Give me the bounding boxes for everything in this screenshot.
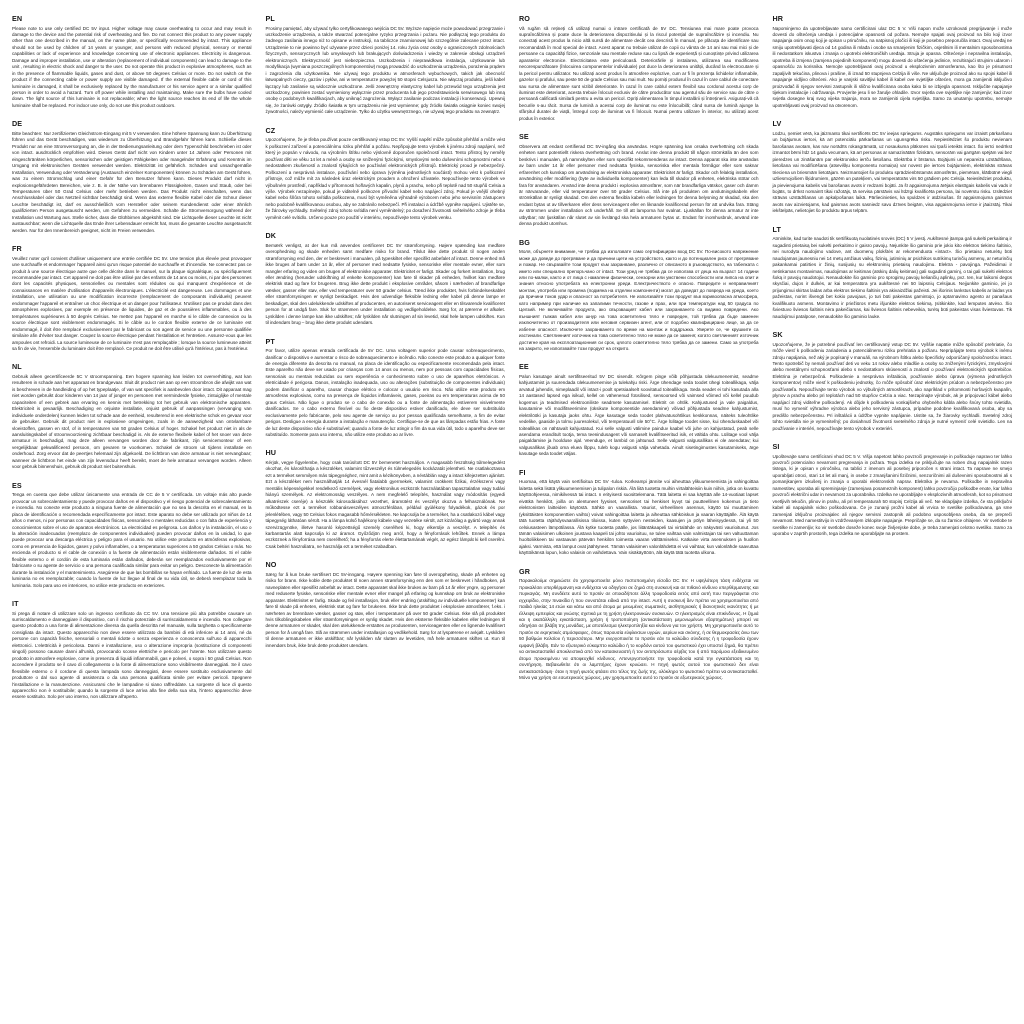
lang-body-es: Tenga en cuenta que debe utilizar únicamente una entrada de CC de 5 V certificada. Un voltaje más alto puede provocar un sobrecalentamiento y puede provocar daños en el dispositivo y el riesgo potencial de sobrecalentamiento e incendio. No conecte este producto a ninguna fuente de alimentación que no sea la descrita en el manual, en la placa de identificación o recomendada específicamente por intact. Este aparato no debe ser utilizado por niños de 14 años o menos, ni por personas con capacidades físicas, sensoriales o mentales reducidas o con falta de experiencia y conocimientos sobre el uso de aparatos electrónicos. La electricidad es peligrosa. Los daños y la instalación, el uso o la alteración inadecuados (reemplazo de componentes individuales) pueden provocar daños en la unidad, lo que puede provocar una descarga eléctrica y peligro para el usuario. No utilice este producto en atmósferas explosivas, como en presencia de líquidos, gases y polvo inflamables, o a temperaturas superiores a 50 grados Celsius o más. No encienda el producto si el cable de conexión o la fuente de alimentación están visiblemente dañados. Si el cable flexible externo o el cordón de esta luminaria están dañados, deberán ser reemplazados exclusivamente por el fabricante o su agente de servicio o una persona cualificada similar para evitar un peligro. Desconecte la alimentación durante la instalación y el mantenimiento. Asegúrese de que las bombillas se hayan enfriado. La fuente de luz de esta luminaria no es reemplazable; cuando la fuente de luz llegue al final de su vida útil, se deberá reemplazar toda la luminaria. Solo para uso en interiores, no utilice este producto en exteriores. <box>12 492 252 588</box>
lang-body-cz: Upozorňujeme, že je třeba používat pouze certifikovaný vstup DC 5V. Vyšší napětí může způsobit přehřátí a může vést k poškození zařízení a potenciálnímu riziku přehřátí a požáru. Nepřipojujte tento výrobek k jinému zdroji napájení, než který je popsán v návodu, na výrobním štítku nebo výslovně doporučen společností intact. Tento přístroj by neměly používat děti ve věku 14 let a méně a osoby se sníženými fyzickými, smyslovými nebo duševními schopnostmi nebo s nedostatkem zkušeností a znalostí týkajících se používání elektronických přístrojů. Elektrický proud je nebezpečný. Poškození a nesprávná instalace, používání nebo úprava (výměna jednotlivých součástí) mohou vést k poškození přístroje, což může mít za následek úraz elektrickým proudem a ohrožení uživatele. Nepoužívejte tento výrobek ve výbušném prostředí, například v přítomnosti hořlavých kapalin, plynů a prachu, nebo při teplotě nad 50 stupňů Celsia a výše. Výrobek nezapínejte, pokud je viditelně poškozen přívodní kabel nebo napájecí zdroj. Pokud je vnější ohebný kabel nebo šňůra tohoto svítidla poškozena, musí být vyměněna výhradně výrobcem nebo jeho servisním zástupcem nebo podobně kvalifikovanou osobou, aby se zabránilo nebezpečí. Při instalaci a údržbě vypněte napájení. Ujistěte se, že žárovky vychladly. Světelný zdroj tohoto svítidla není vyměnitelný; po dosažení životnosti světelného zdroje je třeba vyměnit celé svítidlo. Určeno pouze pro použití v interiéru, nepoužívejte tento výrobek venku. <box>265 137 505 220</box>
lang-heading-it: IT <box>12 599 19 609</box>
section-si <box>773 442 1013 537</box>
lang-heading-sk: SK <box>772 330 783 340</box>
section-en <box>12 14 252 109</box>
lang-heading-pt: PT <box>265 336 275 346</box>
lang-body-no: Særg for å kun bruke sertifisert DC 5V-inngang. Høyere spenning kan føre til overoppheting, skade på enheten og risiko for brann. Ikke koble dette produktet til noen annen strømforsyning enn den som er beskrevet i håndboken, på navneplaten eller spesifikt anbefalt av intact. Dette apparatet skal ikke brukes av barn på 14 år eller yngre, og personer med reduserte fysiske, sensoriske eller mentale evner eller mangel på erfaring og kunnskap om bruk av elektroniske apparater. Elektrisitet er farlig. Skade og feil installasjon, bruk eller endring (utskifting av individuelle komponenter) kan føre til skade på enheten, elektrisk støt og fare for brukeren. Ikke bruk dette produktet i eksplosive atmosfærer, f.eks. i nærheten av brennbare væsker, gasser og støv, eller i temperaturer på over 50 grader Celsius. Ikke slå på produktet hvis tilkoblingskabelen eller strømforsyningen er synlig skadet. Hvis den eksterne fleksible kabelen eller ledningen til denne armaturen er skadet, skal den utelukkende erstattes av produsenten, serviceagenten eller en lignende kvalifisert person for å unngå fare. Slå av strømmen under installasjon og vedlikehold. Sørg for at lyspærene er avkjølt. Lyskilden til denne armaturen er ikke utskiftbar; når lyskilden når slutten av levetiden, må hele armaturen skiftes ut. Kun til innendørs bruk, ikke bruk dette produktet utendørs. <box>265 571 505 648</box>
lang-body-fi: Huomaa, että käytä vain sertifioitua DC 5V -tuloa. Korkeampi jännite voi aiheuttaa ylikuumenemista ja vahingoittaa laitetta sekä lisätä ylikuumenemisen ja tulipalon riskiä. Älä liitä tuotetta muihin virtalähteisiin kuin niihin, jotka on kuvattu käyttöohjeessa, nimikilvessä tai intact. n erityisesti suosittelemana. Tätä laitetta ei saa käyttää alle 14-vuotiaat lapset eivätkä henkilöt, joilla on alentuneet fyysiset, sensoriset tai henkiset kyvyt tai puutteellinen kokemus ja tieto elektronisten laitteiden käytöstä. Sähkö on vaarallista. Vauriot, virheellinen asennus, käyttö tai muuttaminen (yksittäisten komponenttien vaihto) voivat vahingoittaa laitetta ja aiheuttaa sähköiskun ja vaaran käyttäjälle. Älä käytä tätä tuotetta räjähdysvaarallisissa tiloissa, kuten syttyvien nesteiden, kaasujen ja pölyn läheisyydessä, tai yli 50 celsiusasteen lämpötilassa. Älä kytke tuotetta päälle, jos liitäntäkaapeli tai virtalähde on näkyvästi vaurioitunut. Jos tämän valaisimen ulkoinen joustava kaapeli tai johto vaurioituu, se tulee vaihtaa vain valmistajan tai sen valtuuttaman huoltoliikkeen tai vastaavan pätevän henkilön toimesta vaaran välttämiseksi. Katkaise virta asennuksen ja huollon ajaksi. Varmista, että lamput ovat jäähtyneet. Tämän valaisimen valonlähdettä ei voi vaihtaa; kun valonlähde saavuttaa käyttöikänsä lopun, koko valaisin on vaihdettava. Vain sisäkäyttöön, älä käytä tätä tuotetta ulkona. <box>519 479 759 556</box>
lang-heading-fr: FR <box>12 244 22 254</box>
section-se <box>519 132 759 227</box>
lang-body-se: Observera att endast certifierad DC 5V-ingång ska användas. Högre spänning kan orsaka överhettning och skada enheten samt potentiellt riskera överhettning och brand. Anslut inte denna produkt till någon strömkälla än den som beskrivs i manualen, på namnskylten eller som specifikt rekommenderas av intact. Denna apparat ska inte användas av barn under 14 år eller personer med nedsatta fysiska, sensoriska eller mentala förmågor eller som saknar erfarenhet och kunskap om användning av elektroniska apparater. Elektricitet är farligt. Skador och felaktig installation, användning eller modifiering (byte av individuella komponenter) kan leda till skador på enheten, elektriska stötar och fara för användaren. Använd inte denna produkt i explosiva atmosfärer, som när brandfarliga vätskor, gaser och damm är närvarande, eller vid temperaturer över 50 grader Celsius. Slå inte på produkten om anslutningskabeln eller strömkällan är synligt skadad. Om den externa flexibla kabeln eller ledningen för denna belysning är skadad, ska den endast bytas ut av tillverkaren eller dess serviceagent eller en liknande kvalificerad person för att undvika fara. Stäng av strömmen under installation och underhåll. Se till att lamporna har svalnat. Ljuskällan för denna armatur är inte utbytbar; när ljuskällan når slutet av sin livslängd ska hela armaturen bytas ut. Endast för inomhusbruk, använd inte denna produkt utomhus. <box>519 143 759 227</box>
section-hu <box>266 448 506 550</box>
lang-body-de: Bitte beachten: Nur zertifizierten Gleichstrom-Eingang mit 5 V verwenden. Eine höhere Spannung kann zu Überhitzung führen und das Gerät beschädigen, was wiederum zu Überhitzung und Brandgefahr führen kann. Schließe dieses Produkt nur an eine Stromversorgung an, die in der Bedienungsanleitung oder dem Typenschild beschrieben ist oder von intact. ausdrücklich empfohlen wird. Dieses Gerät darf nicht von Kindern unter 14 Jahren oder Personen mit eingeschränkten körperlichen, sensorischen oder geistigen Fähigkeiten oder mangelnder Erfahrung und Kenntnis im Umgang mit elektronischen Geräten verwendet werden. Elektrizität ist gefährlich. Schäden und unsachgemäße Installation, Verwendung oder Veränderung (Austausch einzelner Komponenten) können zu Schäden am Gerät führen, was zu einem Stromschlag und einer Gefahr für den Benutzer führen kann. Dieses Produkt darf nicht in explosionsgefährdeten Bereichen, wie z. B. in der Nähe von brennbaren Flüssigkeiten, Gasen und Staub, oder bei Temperaturen über 50 Grad Celsius oder mehr betrieben werden. Das Produkt nicht einschalten, wenn das Anschlusskabel oder das Netzteil sichtbar beschädigt sind. Wenn das externe flexible Kabel oder die Schnur dieser Leuchte beschädigt ist, darf es ausschließlich vom Hersteller oder seinem Kundendienst oder einer ähnlich qualifizierten Person ausgetauscht werden, um Gefahren zu vermeiden. Schalte die Stromversorgung während der Installation und Wartung aus. Stelle sicher, dass die Glühbirnen abgekühlt sind. Die Lichtquelle dieser Leuchte ist nicht austauschbar; wenn die Lichtquelle das Ende ihrer Lebensdauer erreicht hat, muss die gesamte Leuchte ausgetauscht werden. Nur für den Innenbereich geeignet, nicht im Freien verwenden. <box>12 130 252 233</box>
lang-heading-dk: DK <box>265 231 277 241</box>
section-pl <box>266 14 506 116</box>
section-fr <box>12 244 252 352</box>
section-pt <box>266 337 506 439</box>
lang-body-dk: Bemærk venligst, at der kun må anvendes certificeret DC 5V strømforsyning. Højere spænding kan medføre overophedning og skade enheden samt medføre risiko for brand. Tilslut ikke dette produkt til nogen anden strømforsyning end den, der er beskrevet i manualen, på typeskiltet eller specifikt anbefalet af intact. Denne enhed må ikke bruges af børn under 14 år, eller af personer med nedsatte fysiske, sensoriske eller mentale evner, eller som mangler erfaring og viden om brugen af elektroniske apparater. Elektricitet er farligt. Skader og forkert installation, brug eller ændring (herunder udskiftning af enkelte komponenter) kan føre til skader på enheden, hvilket kan medføre elektrisk stød og fare for brugeren. Brug ikke dette produkt i eksplosive områder, såsom i nærheden af brandfarlige væsker, gasser eller støv, eller ved temperaturer over 50 grader celsius. Tænd ikke produktet, hvis forbindelseskablet eller strømforsyningen er synligt beskadiget. Hvis den udvendige fleksible ledning eller kabel på denne lampe er beskadiget, skal den udelukkende udskiftes af producenten, en autoriseret serviceagent eller en tilsvarende kvalificeret person for at undgå fare. Sluk for strømmen under installation og vedligeholdelse. Sørg for, at pærerne er afkølet. Lyskilden i denne lampe kan ikke udskiftes; når lyskilden når slutningen af sin levetid, skal hele lampen udskiftes. Kun til indendørs brug – brug ikke dette produkt udendørs. <box>265 242 505 326</box>
lang-body-hu: Kérjük, vegye figyelembe, hogy csak tanúsított DC 5V bemenetet használjon. A magasabb feszültség túlmelegedést okozhat, és károsíthatja a készüléket, valamint tűzveszélyt és túlmelegedés kockázatát jelentheti. Ne csatlakoztassa ezt a terméket semmilyen más tápegységhez, mint amit a kézikönyvben, a névtáblán vagy a intact kifejezetten ajánlott. Ezt a készüléket nem használhatják 14 évesnél fiatalabb gyermekek, valamint csökkent fizikai, érzékszervi vagy mentális képességekkel rendelkező személyek, vagy elektronikus eszközök használatában tapasztalatlan vagy tudási hiányú személyek. Az elektromosság veszélyes. A nem megfelelő telepítés, használat vagy módosítás (egyedi alkatrészek cseréje) a készülék károsodásához vezethet, áramütést és veszélyt okozva a felhasználónak. Ne működtesse ezt a terméket robbanásveszélyes atmoszférában, például gyúlékony folyadékok, gázok és por jelenlétében, vagy 50 Celsius fokos magasabb hőmérsékleten. Ne kapcsolja be a terméket, ha a csatlakozó kábel vagy tápegység láthatóan sérült. Ha a lámpa külső hajlékony kábele vagy vezetéke sérült, azt kizárólag a gyártó vagy annak szervizügynöke, illetve hasonló képzettségű személy cserélheti ki, hogy elkerülje a veszélyt. A telepítés és karbantartás alatt kapcsolja ki az áramot. Győződjön meg arról, hogy a fényforrások lehűltek. Ennek a lámpa eszköznek a fényforrása nem cserélhető; ha a fényforrás elerte élettartamának végét, az egész lámpát ki kell cserélni. Csak beltéri használatra, ne használja ezt a terméket szabadban. <box>265 459 505 549</box>
lang-heading-no: NO <box>265 560 277 570</box>
section-hr <box>773 14 1013 109</box>
section-fi <box>519 468 759 557</box>
lang-heading-hr: HR <box>772 14 784 23</box>
column-2 <box>266 14 506 1016</box>
lang-body-en: Please note to use only certified DC 5V input. Higher voltage may cause overheating to occur and may result in damage to the device and the potential risk of overheating and fire. Do not connect this product to any power supply other than one described in the manual, on the name plate, or specifically recommended by intact. This appliance should not be used by children of 14 years or younger, and persons with reduced physical, sensory or mental capabilities or lack of experience and knowledge concerning use of electronic appliances. Electricity is dangerous. Damage and improper installation, use or alteration (replacement of individual components) can lead to damage to the unit , resulting in electric shock and danger to the user. Do not operate this product in explosive atmospheres, such as in the presence of flammable liquids, gases and dust, or above 50 degrees Celsius or more. Do not switch on the product if the connecting cable or power supply are visible damaged. If the external flexible cable or cord of this luminaire is damaged, it shall be exclusively replaced by the manufacturer or his service agent or a similar qualified person in order to avoid a hazard. Turn off power while installing and maintaining. Make sure the bulbs have cooled down. The light source of this luminaire is not replaceable; when the light source reaches its end of life the whole luminaire shall be replaced. For indoor use only, do not use this product outdoors. <box>12 25 252 108</box>
lang-body-bg: Моля, обърнете внимание, че трябва да използвате само сертифициран вход DC 5V. По-високото напрежение може да доведе до прегряване и да причини щети на устройството, както и до потенциален риск от прегряване и пожар. Не свързвайте този продукт към захранване, различно от описаното в ръководството, на табелката с името или специално препоръчано от intact. Този уред не трябва да се използва от деца на възраст 14 години или по-малки, както и от лица с намалени физически, сензорни или умствени способности или липса на опит и знания относно употребата на електронни уреди. Електричеството е опасно. Повредите и неправилният монтаж, употреба или промяна (подмяна на отделни компоненти) могат да доведат до повреда на уреда, което да причини токов удар и опасност за потребителя. Не използвайте този продукт във взривоопасна атмосфера, като например при наличие на запалими течности, газове и прах, или при температури над 50 градуса по Целзий. Не включвайте продукта, ако свързващият кабел или захранването са видимо повредени. Ако външният гъвкав кабел или шнур на това осветително тяло е повреден, той трябва да бъде заменен изключително от производителя или неговия сервизен агент, или от подобно квалифицирано лице, за да се избегне опасност. Изключете захранването по време на монтаж и поддръжка. Уверете се, че крушките са изстинали. Светлинният източник на това осветително тяло не може да се заменя; когато светлинният източник достигне края на експлоатационния си срок, цялото осветително тяло трябва да се замени. Само за употреба на закрито, не използвайте този продукт на открито. <box>519 249 759 351</box>
section-de <box>12 119 252 234</box>
lang-body-sk: Upozorňujeme, že je potrebné používať len certifikovaný vstup DC 5V. Vyššie napätie môže spôsobiť prehriatie, čo môže viesť k poškodeniu zariadenia a potenciálnemu riziku prehriatia a požiaru. Nepripájajte tento výrobok k inému zdroju napájania, než aký je popísaný v manuáli, na výrobnom štítku alebo špecificky odporúčaný spoločnosťou intact. Tento spotrebič by nemali používať deti vo veku 14 rokov alebo mladšie a osoby so zníženými fyzickými, zmyslovými alebo mentálnymi schopnosťami alebo s nedostatkom skúseností a znalostí o používaní elektronických spotrebičov. Elektrina je nebezpečná. Poškodenie a nesprávna inštalácia, používanie alebo úprava (výmena jednotlivých komponentov) môže viesť k poškodeniu jednotky, čo môže spôsobiť úraz elektrickým prúdom a nebezpečenstvo pre používateľa. Nepoužívajte tento výrobok vo výbušných atmosférach, ako napríklad v prítomnosti horľavých kvapalín, plynov a prachu alebo pri teplotách nad 50 stupňov Celzia a viac. Nezapínajte výrobok, ak je pripojovací kábel alebo napájací zdroj viditeľne poškodený. Ak dôjde k poškodeniu vonkajšieho ohybného kábla alebo šnúry tohto svietidla, musí ho vymeniť výhradne výrobca alebo jeho servisný zástupca, prípadne podobne kvalifikovaná osoba, aby sa predišlo nebezpečenstvu. Pri inštalácii a údržbe vypnite napájanie. Uistite sa, že žiarovky vychladli. Svetelný zdroj tohto svietidla nie je vymeniteľný; po dosiahnutí životnosti svetelného zdroja je nutné vymeniť celé svietidlo. Len na používanie v interiéri, nepoužívajte tento výrobok v exteriéri. <box>772 341 1012 431</box>
section-no <box>266 560 506 649</box>
lang-heading-gr: GR <box>519 566 530 576</box>
lang-body-ee: Palun kasutage ainult sertifitseeritud 5V DC sisendit. Kõrgem pinge võib põhjustada ülekuumenemist, seadme kahjustamist ja suurendada ülekuumenemise ja tulekahju riski. Ärge ühendage seda toodet ühegi toiteallikaga, välja arvatud juhendis, nimeplaadil või intact-i poolt spetsiaalselt soovitatud toiteallikaga. Seda seadet ei tohi kasutada alla 14 aastased lapsed ega isikud, kellel on vähenenud füüsilised, sensoorsed või vaimsed võimed või kellel puudub kogemus ja teadmised elektrooniliste seadmete kasutamisel. Elektrit on ohtlik. Kahjustused ja vale paigaldus, kasutamine või modifitseerimine (üksikute komponentide asendamine) võivad põhjustada seadme kahjustumist, elektrilööki ja kasutaja jaoks ohtu. Ärge kasutage seda toodet plahvatusohtlikus keskkonnas, näiteks tuleohtlike vedelike, gaaside ja tolmu juuresolekul, või temperatuuril üle 50°C. Ärge lülitage toodet sisse, kui ühenduskaabel või toiteallikas on nähtavalt kahjustatud. Kui selle valgusti välimine painduv kaabel või juhe on kahjustatud, peab selle asendama eranditult tootja, tema teenindusagent või sarnaselt kvalifitseeritud isik, et vältida ohtu. Lülitage vool välja paigaldamise ja hoolduse ajal. Veenduge, et lambid on jahtunud. Selle valgusti valgusallikas ei ole asendatav; kui valgusallikas jõuab oma eluea lõppu, tuleb kogu valgusti välja vahetada. Ainult sisetingimustes kasutamiseks, ärge kasutage seda toodet väljas. <box>519 373 759 457</box>
lang-heading-ro: RO <box>519 14 530 23</box>
lang-heading-hu: HU <box>265 448 277 458</box>
section-sk <box>773 330 1013 432</box>
lang-heading-fi: FI <box>519 467 526 477</box>
column-1 <box>12 14 252 1016</box>
lang-heading-en: EN <box>12 14 23 23</box>
lang-heading-pl: PL <box>265 14 275 23</box>
section-ee <box>519 362 759 457</box>
lang-heading-bg: BG <box>519 237 530 247</box>
section-lt <box>773 225 1013 320</box>
section-gr <box>519 567 759 682</box>
lang-heading-se: SE <box>519 132 529 142</box>
section-cz <box>266 126 506 221</box>
lang-body-lv: Lūdzu, ņemiet vērā, ka jāizmanto tikai sertificēts DC 5V ieejas spriegums. Augstāks spriegums var izraisīt pārkaršanu un bojājumus ierīcei, kā arī potenciālu pārkaršanas un ugunsgrēka risku. Nepieslēdziet šo produktu nevienam barošanas avotam, kas nav norādīts rokasgrāmatā, uz nosaukuma plāksnes vai īpaši ieteikts intact. Šo ierīci nedrīkst izmantot bērni līdz 14 gadu vecumam, kā arī personas ar samazinātām fiziskām, sensorām vai garīgām spējām vai bez pieredzes un zināšanām par elektronisko ierīču lietošanu. Elektrība ir bīstama. Bojājumi un nepareiza uzstādīšana, lietošana vai modificēšana (atsevišķu komponentu nomaiņa) var novest pie ierīces bojājumiem, elektriskās strāvas trieciena un briesmām lietotājam. Neizmantojiet šo produktu sprādzienbīstamās atmosfērās, piemēram, klātbūtnē viegli uzliesmojošiem šķidrumiem, gāzēm un putekļiem, vai temperatūrās virs 50 grādiem pēc Celsija. Neieslēdziet produktu, ja pievienojuma kabelis vai barošanas avots ir redzami bojāti. Ja šī apgaismojuma ārējais elastīgais kabelis vai vads ir bojāts, to drīkst nomainīt tikai ražotājs, tā servisa pārstāvis vai līdzīgi kvalificēta persona, lai novērstu risku. Izslēdziet strāvas uzstādīšanas un apkalpošanas laikā. Pārliecinieties, ka spuldzes ir atdzisušas. Šī apgaismojuma gaismas avots nav aizvietojams, kad gaismas avots sasniedz savu dzīves beigām, visa apgaismojuma ierīce ir jāaizstāj. Tikai iekštelpās, nelietojiet šo produktu ārpus telpām. <box>772 130 1012 214</box>
lang-heading-ee: EE <box>519 362 529 372</box>
section-es <box>12 481 252 589</box>
lang-heading-es: ES <box>12 480 22 490</box>
section-nl <box>12 362 252 470</box>
lang-body-fr: Veuillez noter qu'il convient d'utiliser uniquement une entrée certifiée DC 5V. Une tension plus élevée peut provoquer une surchauffe et endommager l'appareil ainsi qu'un risque potentiel de surchauffe et d'incendie. Ne connectez pas ce produit à une source électrique autre que celle décrite dans le manuel, sur la plaque signalétique, ou spécifiquement recommandée par intact. Cet appareil ne doit pas être utilisé par des enfants de 14 ans ou moins, ni par des personnes dont les capacités physiques, sensorielles ou mentales sont réduites ou qui manquent d'expérience et de connaissances en matière d'utilisation d'appareils électroniques. L'électricité est dangereuse. Les dommages et une installation, une utilisation ou une modification incorrecte (remplacement de composants individuels) peuvent endommager l'appareil et entraîner un choc électrique et un danger pour l'utilisateur. N'utilisez pas ce produit dans des atmosphères explosives, par exemple en présence de liquides, de gaz et de poussières inflammables, ou à des températures supérieures à 50 degrés Celsius. Ne mettez pas l'appareil en marche si le câble de connexion ou la source électrique sont visiblement endommagés. Si le câble ou le cordon flexible externe de ce luminaire est endommagé, il doit être remplacé exclusivement par le fabricant ou son agent de service ou une personne qualifiée similaire afin d'éviter tout danger. Coupez la source électrique pendant l'installation et l'entretien. Assurez-vous que les ampoules ont refroidi. La source lumineuse de ce luminaire n'est pas remplaçable ; lorsque la source lumineuse atteint sa fin de vie, l'ensemble du luminaire doit être remplacé. Ce produit ne doit être utilisé qu'à l'intérieur, pas à l'extérieur. <box>12 255 252 351</box>
lang-body-pt: Por favor, utilize apenas entrada certificada de 5V DC. Uma voltagem superior pode causar sobreaquecimento, danificar o dispositivo e aumentar o risco de sobreaquecimento e incêndio. Não conecte este produto a qualquer fonte de energia diferente da descrita no manual, na placa de identificação ou especificamente recomendada pela intact. Este aparelho não deve ser usado por crianças com 14 anos ou menos, nem por pessoas com capacidades físicas, sensoriais ou mentais reduzidas ou sem experiência e conhecimento sobre o uso de aparelhos eletrónicos. A eletricidade é perigosa. Danos, instalação inadequada, uso ou alterações (substituição de componentes individuais) podem danificar o aparelho, causar choque elétrico e colocar o usuário em risco. Não utilize este produto em atmosferas explosivas, como na presença de líquidos inflamáveis, gases, poeiras ou em temperaturas acima de 50 graus Celsius. Não ligue o produto se o cabo de conexão ou a fonte de alimentação estiverem visivelmente danificados. Se o cabo externo flexível ou fio deste dispositivo estiver danificado, ele deve ser substituído exclusivamente pelo fabricante, pelo seu agente de serviço ou por pessoa qualificada semelhante, a fim de evitar perigos. Desligue a energia durante a instalação e manutenção. Certifique-se de que as lâmpadas estão frias. A fonte de luz deste dispositivo não é substituível; quando a fonte de luz atingir o fim da sua vida útil, todo o aparelho deve ser substituído. Somente para uso interno, não utilize este produto ao ar livre. <box>265 348 505 438</box>
section-dk <box>266 231 506 326</box>
lang-body-lt: Atminkite, kad turite naudoti tik sertifikuotą nuolatinės srovės (DC) 5 V įvestį. Aukštesnė įtampa gali sukelti perkaitimą ir sugadinti prietaisą bei sukelti perkaitimo ir gaisro pavojų. Nejunkite šio gaminio prie jokio kito elektros tiekimo šaltinio, nei nurodyta naudojimo vadove, ant duomenų plokštės ar rekomenduota «intact». Šio prietaiso neturėtų būti naudojamas jaunesniu nei 14 metų amžiaus vaikų, fizinių, jutiminių ar psichikos sutrikimų turinčių asmenų, ar neturinčių pakankamai patirties ir žinių, susijusių su elektroninių prietaisų naudojimu. Elektra - pavojinga. Pažeidimai ir netinkamas montavimas, naudojimas ar keitimas (atskirų dalių keitimas) gali sugadinti gaminį, o tai gali sukelti elektros šoką ir pavojų naudotojui. Nenaudokite šio gaminio pro sprogimų pavojų keliančių aplinkų, pvz. ten, kur laikomi degūs skysčiai, dujos ir dulkės, ar kai temperatūra yra aukštesnė nei 50 laipsnių Celsijaus. Neįjunkite gaminio, jei jo prijungimui skirtas laidas arba elektros tiekimo šaltinis yra akivaizdžiai pažeisti. Jei išorinis lankstus kabelis ar laidas yra pažeistas, norint išvengti bet kokio pavojaus, jo turi būti pakeistas gamintojo, jo aptarnavimo agento ar panašaus kvalifikuoto asmens. Montavimo ir priežiūros metu išjunkite elektros tiekimą. Įsitikinkite, kad lemputes atvėso. Šio šviestuvo šviesos šaltinis nėra pakeičiamas, kai šviesos šaltinis nebeveikia, turėtų būti pakeistas visas šviestuvas. Tik naudojimui patalpose, nenaudokite šio gaminio lauke. <box>772 236 1012 319</box>
section-bg <box>519 238 759 353</box>
section-ro <box>519 14 759 122</box>
column-3 <box>519 14 759 1016</box>
section-it <box>12 599 252 701</box>
column-4 <box>773 14 1013 1016</box>
lang-heading-lt: LT <box>772 224 781 234</box>
section-lv <box>773 119 1013 214</box>
lang-body-ro: Vă rugăm să rețineți că utilizați numai o intrare certificată de 5V DC. Tensiunea mai mare poate provoca supraîncălzirea și poate duce la deteriorarea dispozitivului și la riscul potențial de supraîncălzire și incendiu. Nu conectați acest produs la nicio altă sursă de alimentare decât cea descrisă în manual, pe plăcuța de identificare sau recomandată în mod special de intact. Acest aparat nu trebuie utilizat de copii cu vârsta de 14 ani sau mai mici și de persoane cu capacități fizice, senzoriale sau mentale reduse sau cu lipsă de experiență și cunoștințe privind utilizarea aparatelor electronice. Electricitatea este periculoasă. Deteriorările și instalarea, utilizarea sau modificarea necorespunzătoare (înlocuirea componentelor individuale) pot duce la deteriorarea unității, ducând la electrocutare și la pericol pentru utilizator. Nu utilizați acest produs în atmosfere explozive, cum ar fi în prezența lichidelor inflamabile, gazelor și prafului, sau peste 50 de grade Celsius sau mai mult. Nu porniți produsul în cazul în care cablul de conectare sau sursa de alimentare sunt vizibil deteriorate. În cazul în care cablul extern flexibil sau cordonul acestui corp de iluminat este deteriorat, acesta trebuie înlocuit exclusiv de către producător sau agentul său de service sau de către o persoană calificată similară pentru a evita un pericol. Opriți alimentarea în timpul instalării și întreținerii. Asigurați-vă că becurile s-au răcit. Sursa de lumină a acestui corp de iluminat nu este înlocuibilă; când sursa de lumină ajunge la sfârșitul duratei de viață, întregul corp de iluminat va fi înlocuit. Numai pentru utilizare în interior, nu utilizați acest produs în exterior. <box>519 25 759 121</box>
lang-heading-si: SI <box>772 442 780 452</box>
lang-heading-lv: LV <box>772 119 782 129</box>
lang-body-gr: Παρακαλούμε σημειώστε ότι χρησιμοποιείτε μόνο πιστοποιημένη είσοδο DC 5V. Η υψηλότερη τάση ενδέχεται να προκαλέσει υπερθέρμανση και ενδέχεται να οδηγήσει σε ζημιά στη συσκευή και σε πιθανό κίνδυνο υπερθέρμανσης και πυρκαγιάς. Μη συνδέετε αυτό το προϊόν σε οποιαδήποτε άλλη τροφοδοσία εκτός από αυτή που περιγράφεται στο εγχειρίδιο, στην πινακίδα ή που συνιστάται ειδικά από την intact. Αυτή η συσκευή δεν πρέπει να χρησιμοποιείται από παιδιά ηλικίας 14 ετών και κάτω και από άτομα με μειωμένες σωματικές, αισθητηριακές ή διανοητικές ικανότητες ή με έλλειψη εμπειρίας και γνώσης σχετικά με τη χρήση ηλεκτρονικών συσκευών. Ο ηλεκτρισμός είναι επικίνδυνος. Η ζημιά και η ακατάλληλη εγκατάσταση, χρήση ή τροποποίηση (αντικατάσταση μεμονωμένων εξαρτημάτων) μπορεί να οδηγήσει σε βλάβη της μονάδας, με αποτέλεσμα ηλεκτροπληξία και κίνδυνο για τον χρήστη. Μη χρησιμοποιείτε αυτό το προϊόν σε εκρηκτικές ατμόσφαιρες, όπως παρουσία εύφλεκτων υγρών, αερίων και σκόνης, ή σε θερμοκρασίες άνω των 50 βαθμών Κελσίου ή περισσότερο. Μην ενεργοποιείτε το προϊόν εάν το καλώδιο σύνδεσης ή η τροφοδοσία έχουν εμφανή βλάβη. Εάν το εξωτερικό εύκαμπτο καλώδιο ή το κορδόνι αυτού του φωτιστικού έχει υποστεί ζημιά, θα πρέπει να αντικατασταθεί αποκλειστικά από τον κατασκευαστή ή τον αντιπρόσωπο σέρβις του ή από παρόμοιο εξειδικευμένο άτομο προκειμένου να αποφευχθεί κίνδυνος. Απενεργοποιήστε την τροφοδοσία κατά την εγκατάσταση και τη συντήρηση. Βεβαιωθείτε ότι οι λαμπτήρες έχουν κρυώσει. Η πηγή φωτός αυτού του φωτιστικού δεν είναι αντικαταστάσιμη· όταν η πηγή φωτός φτάσει στο τέλος της ζωής της, ολόκληρο το φωτιστικό πρέπει να αντικατασταθεί. Μόνο για χρήση σε εσωτερικούς χώρους, μην χρησιμοποιείτε αυτό το προϊόν σε εξωτερικούς χώρους. <box>519 578 759 681</box>
lang-body-si: Upoštevajte samo certificirani vhod DC 5 V. Višja napetost lahko povzroči pregrevanje in poškoduje napravo ter lahko povzroči potencialno nevarnost pregrevanja in požara. Tega izdelka ne priključujte na noben drug napajalnik razen tistega, ki je opisan v priročniku, na tablici z imenom ali posebej priporočen s strani intact. Ta naprave ne smejo uporabljati otroci, stari 14 let ali manj, in osebe z zmanjšanimi fizičnimi, senzoričnimi ali duševnimi sposobnostmi ali s pomanjkanjem izkušenj in znanja o uporabi elektronskih naprav. Elektrika je nevarna. Poškodbe in nepravilna namestitev, uporaba ali spreminjanje (zamenjava posameznih komponent) lahko povzročijo poškodbe enote, kar lahko povzroči električni udar in nevarnost za uporabnika. Izdelka ne uporabljajte v eksplozivnih atmosferah, kot so prisotnost vnetljivih tekočin, plinov in prahu, ali pri temperaturah 50 stopinj Celzija ali več. Ne vklapljajte izdelka, če sta priključni kabel ali napajalnik vidno poškodovana. Če je zunanji prožni kabel ali vrvica te svetilke poškodovana, ga sme zamenjati izključno proizvajalec ali njegov servisni zastopnik ali podobno usposobljena oseba, da se prepreči nevarnost. Med namestitvijo in vzdrževanjem izklopite napajanje. Prepričajte se, da so žarnice ohlajene. Vir svetlobe te svetilke ni zamenljiv; ko vir svetlobe doseže konec svoje življenjske dobe, je treba zamenjati celotno svetilko. Samo za uporabo v zaprtih prostorih, tega izdelka ne uporabljajte na prostem. <box>772 453 1012 536</box>
lang-body-nl: Gebruik alleen gecertificeerde 5C V stroomspanning. Een hogere spanning kan leiden tot oververhitting, wat kan resulteren in schade aan het apparaat en brandgevaar. Sluit dit product niet aan op een stroombron die afwijkt van wat is beschreven in de handleiding of op het typeplaatje, of van wat specifiek is aanbevolen door intact. Dit apparaat mag niet worden gebruikt door kinderen van 14 jaar of jonger en personen met verminderde fysieke, zintuiglijke of mentale capaciteiten of een gebrek aan ervaring en kennis met betrekking tot het gebruik van elektronische apparaten. Elektriciteit is gevaarlijk. Beschadiging en onjuiste installatie, onjuist gebruik of aanpassingen (vervanging van individuele onderdelen) kunnen leiden tot schade aan de eenheid, resulterend in een elektrische schok en gevaar voor de gebruiker. Gebruik dit product niet in explosieve omgevingen, zoals in de aanwezigheid van ontvlambare vloeistoffen, gassen en stof, of in temperaturen van 50 graden Celsius of hoger. Schakel het product niet in als de aansluitingskabel of stroomvoorziening zichtbaar beschadigd is. Als de externe flexibele kabel of het snoer van deze armatuur is beschadigd, mag deze alleen vervangen worden door de fabrikant, zijn servicemonteur of een vergelijkbaar gekwalificeerd persoon, om gevaren te voorkomen. Schakel de stroom uit tijdens installatie en onderhoud. Zorg ervoor dat de peertjes helemaal zijn afgekoeld. De lichtbron van deze armatuur is niet vervangbaar; wanneer de lichtbron het einde van zijn levensduur heeft bereikt, moet de hele armatuur vervangen worden. Alleen voor gebruik binnenshuis, gebruik dit product niet buitenshuis. <box>12 373 252 470</box>
lang-body-it: Si prega di notare di utilizzare solo un ingresso certificato da CC 5V. Una tensione più alta potrebbe causare un surriscaldamento e danneggiare il dispositivo, con il rischio potenziale di surriscaldamento e incendio. Non collegare questo prodotto a una fonte di alimentazione diversa da quella descritta nel manuale, sulla targhetta o specificamente consigliata da intact. Questo apparecchio non deve essere utilizzato da bambini di età inferiore ai 14 anni, né da persone con capacità fisiche, sensoriali o mentali ridotte o senza esperienza e conoscenza sull'uso di apparecchi elettronici. L'elettricità è pericolosa. Danni e installazione, uso o alterazione impropria (sostituzione di componenti singoli) possono causare danni all'unità, provocando scosse elettriche e pericolo per l'utente. Non utilizzare questo prodotto in atmosfere esplosive, come in presenza di liquidi infiammabili, gas e polveri, o sopra i 50 gradi Celsius. Non accendere il prodotto se il cavo di collegamento o la fonte di alimentazione sono visibilmente danneggiati. Se il cavo flessibile esterno o il cordone di questa lampada sono danneggiati, deve essere sostituito esclusivamente dal produttore o dal suo agente di assistenza o da una persona qualificata simile per evitare pericoli. Spegnere l'installazione e la manutenzione. Assicurarsi che le lampadine si siano raffreddate. La sorgente di luce di questo apparecchio non è sostituibile; quando la sorgente di luce arriva alla fine della sua vita, l'intero apparecchio deve essere sostituito. Solo per uso interno, non utilizzare all'aperto. <box>12 610 252 700</box>
lang-body-pl: Prosimy pamiętać, aby używać tylko certyfikowanego wejścia DC 5V. Wyższe napięcie może powodować przegrzanie i uszkodzenie urządzenia, a także stwarzać potencjalne ryzyko przegrzania i pożaru. Nie podłączaj tego produktu do żadnego zasilania innego niż to opisane w instrukcji, na tabliczce znamionowej lub szczególnie zalecane przez intact. Urządzenie to nie powinno być używane przez dzieci poniżej 14. roku życia oraz osoby o ograniczonych zdolnościach fizycznych, sensorycznych lub umysłowych lub brakujących doświadczenia i wiedzy w zakresie obsługi urządzeń elektronicznych. Elektryczność jest niebezpieczna. Uszkodzenia i nieprawidłowa instalacja, użytkowanie lub modyfikacja (wymiana poszczególnych komponentów) mogą prowadzić do uszkodzenia urządzenia, porażenia prądem i zagrożenia dla użytkownika. Nie używaj tego produktu w atmosferach wybuchowych, takich jak obecność łatwopalnych cieczy, gazów i pyłów, ani w temperaturze powyżej 50 stopni Celsjusza. Nie włączaj produktu, jeśli kabel łączący lub zasilanie są widocznie uszkodzone. Jeśli zewnętrzny elastyczny kabel lub przewód tego urządzenia jest uszkodzony, powinien zostać wymieniony wyłącznie przez producenta lub jego przedstawiciela serwisowego lub inną osobę o podobnych kwalifikacjach, aby uniknąć zagrożenia. Wyłącz zasilanie podczas instalacji i konserwacji. Upewnij się, że żarówki ostygły. Źródło światła w tym urządzeniu nie jest wymienne; gdy źródło światła osiągnie koniec swojej żywotności, należy wymienić całe urządzenie. Tylko do użytku wewnętrznego, nie używaj tego produktu na zewnątrz. <box>265 25 505 115</box>
lang-heading-cz: CZ <box>265 125 276 135</box>
lang-heading-nl: NL <box>12 362 22 372</box>
lang-body-hr: Napominjemo da upotrebljavate samo certificirani ulaz DC 5 V. Viši napon može uzrokovati pregrijavanje i može dovesti do oštećenja uređaja i potencijalne opasnosti od požara. Nemojte spajati ovaj proizvod na bilo koji izvor napajanja osim onog koji je opisan u priručniku, na natpisnoj pločici ili koji je posebno preporučila intact. Ovaj uređaj ne smiju upotrebljavati djeca od 14 godina ili mlađa i osobe sa smanjenim fizičkim, osjetilnim ili mentalnim sposobnostima ili nedostatkom iskustva i znanja o upotrebi elektroničkih uređaja. Struja je opasna. Oštećenje i nepravilna instalacija, upotreba ili izmjena (zamjena pojedinih komponenti) mogu dovesti do oštećenja jedinice, rezultirajući strujnim udarom i opasnošću za korisnika. Nemojte upotrebljavati ovaj proizvod u eksplozivnim atmosferama, kao što je prisutnost zapaljivih tekućina, plinova i prašine, ili iznad 50 stupnjeva Celzija ili više. Ne uključujte proizvod ako su spojni kabel ili napajanje vidljivo oštećeni. Ako je vanjski savitljivi kabel ili kabel ove svjetiljke oštećen, mora ga zamijeniti isključivo proizvođač ili njegov servisni zastupnik ili slično kvalificirana osoba kako bi se izbjegla opasnost. Isključite napajanje tijekom instalacije i održavanja. Provjerite jesu li se žarulje ohladile. Izvor svjetla ove svjetiljke nije zamjenjiv; kad izvor svjetla dosegne kraj svog vijeka trajanja, mora se zamijeniti cijela svjetiljka. Samo za unutarnju upotrebu, nemojte upotrebljavati ovaj proizvod na otvorenom. <box>772 25 1012 108</box>
lang-heading-de: DE <box>12 119 23 129</box>
